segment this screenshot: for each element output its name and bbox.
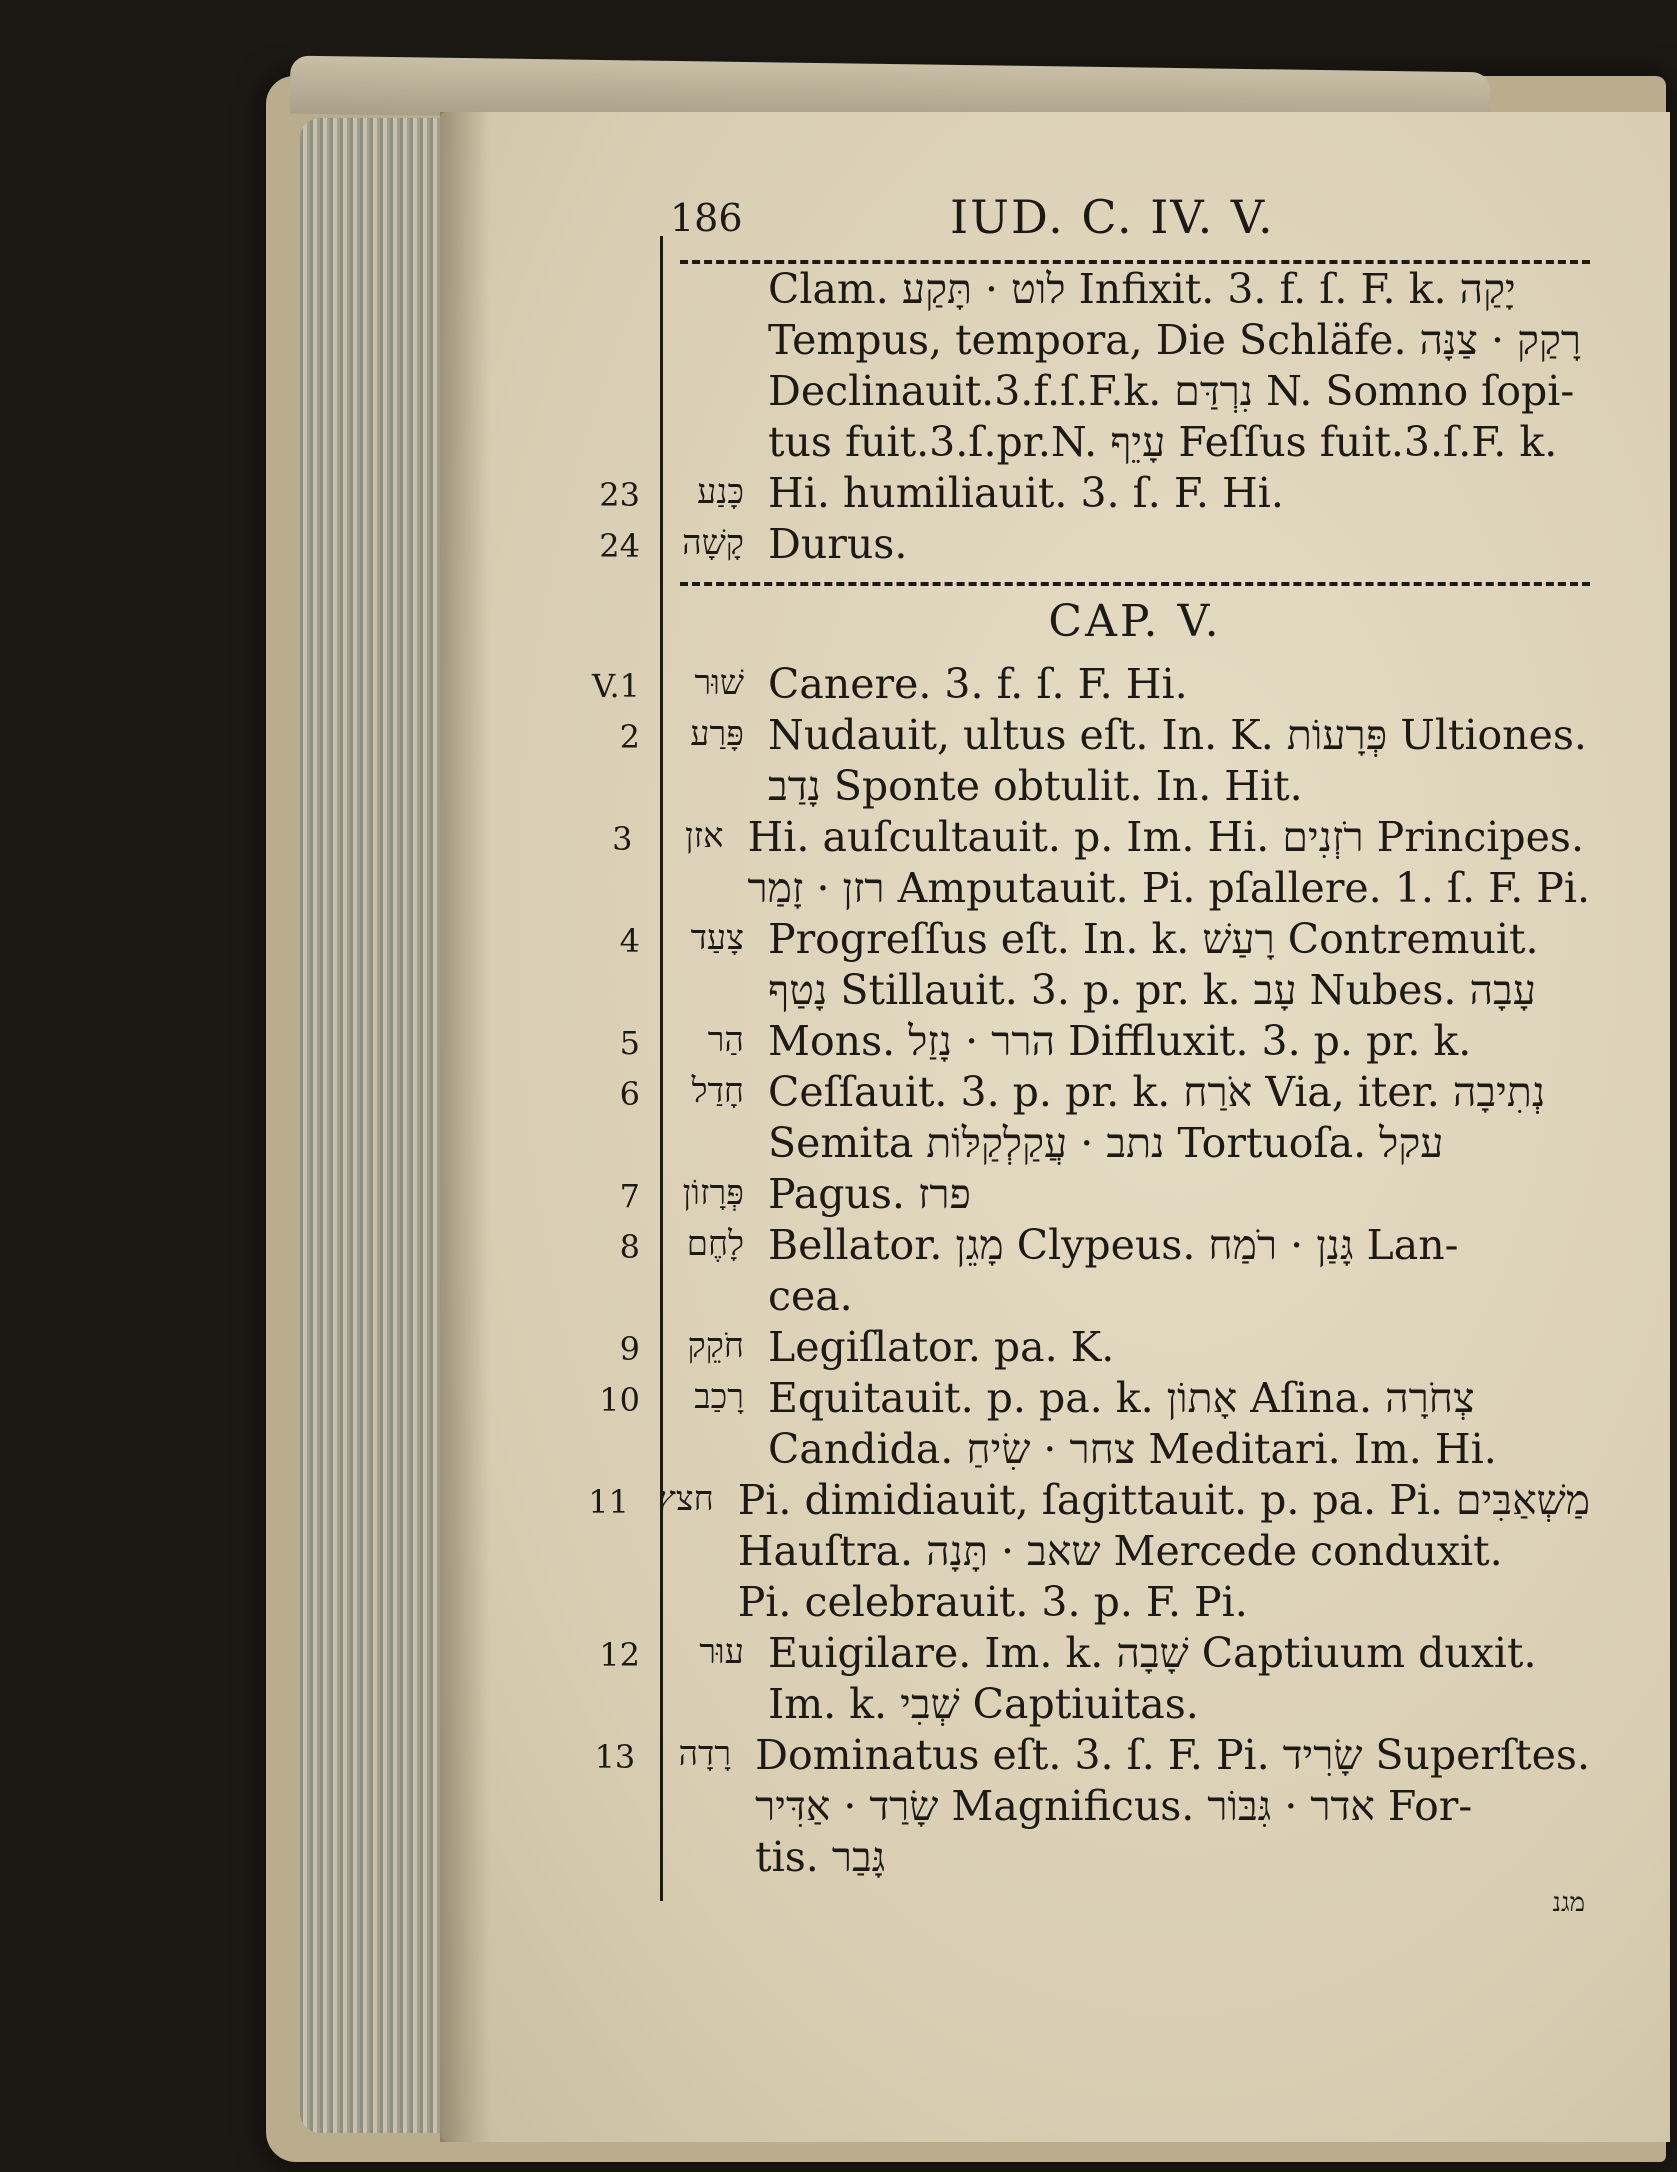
gloss-line: Pagus. פרז — [768, 1170, 972, 1218]
hebrew-root: רָדָה — [678, 1734, 732, 1774]
gloss-line: נָטַף Stillauit. 3. p. pr. k. עָב Nubes. עָבָה — [768, 966, 1537, 1014]
entry-row — [580, 1475, 1590, 1628]
gloss — [720, 1475, 1590, 1628]
hebrew-root: הַר — [707, 1020, 744, 1060]
gloss-line: Durus. — [768, 520, 908, 568]
gloss-line: Semita נתב · עֲקַלְקַלּוֹת Tortuoſa. עקל — [768, 1119, 1444, 1167]
hebrew-root: חצץ — [658, 1479, 714, 1519]
continuation-entry — [580, 264, 1590, 468]
gloss-line: Candida. צחר · שִׂיחַ Meditari. Im. Hi. — [768, 1425, 1497, 1473]
entry-row — [580, 519, 1590, 570]
gloss-line: Euigilare. Im. k. שָׁבָה Captiuum duxit. — [768, 1629, 1537, 1677]
verse-number: 8 — [619, 1228, 640, 1266]
entry-row — [580, 468, 1590, 519]
gloss — [730, 812, 1590, 914]
verse-number: 24 — [599, 527, 640, 565]
hebrew-root: חֹקֵק — [687, 1326, 744, 1366]
verse-number: V.1 — [591, 667, 640, 705]
gloss-line: רזן · זָמַר Amputauit. Pi. pſallere. 1. ſ. F. Pi. — [747, 864, 1590, 912]
gloss-line: Dominatus eſt. 3. ſ. F. Pi. שָׂרִיד Superſtes. — [755, 1731, 1590, 1779]
gloss-line: Nudauit, ultus eſt. In. K. פְּרָעוֹת Ultiones. — [768, 711, 1587, 759]
verse-number: 13 — [594, 1738, 636, 1776]
chapter-heading: CAP. V. — [1048, 596, 1222, 647]
gloss-line: Pi. celebrauit. 3. p. F. Pi. — [737, 1578, 1248, 1626]
gloss-line: Mons. הרר · נָזַל Diffluxit. 3. p. pr. k. — [768, 1017, 1472, 1065]
entry-row — [580, 1220, 1590, 1322]
gloss-line: tis. גָּבַר — [755, 1833, 886, 1881]
hebrew-root: עוּר — [699, 1632, 744, 1672]
hebrew-root: פָּרַע — [690, 714, 744, 754]
running-head — [580, 190, 1590, 260]
hebrew-root — [640, 264, 750, 268]
gloss-line: Hauſtra. שאב · תָּנָה Mercede conduxit. — [737, 1527, 1503, 1575]
entry-row — [580, 710, 1590, 812]
chapter-v-entries — [580, 659, 1590, 1883]
entry-row — [580, 1730, 1590, 1883]
gloss — [750, 710, 1590, 812]
entry-row — [580, 1169, 1590, 1220]
gloss — [750, 659, 1590, 710]
gloss-line: Clam. לוט · תָּקַע Infixit. 3. f. ſ. F. k. יָקַה — [768, 265, 1516, 313]
gloss-line: Im. k. שְׁבִי Captiuitas. — [768, 1680, 1199, 1728]
gloss-line: Progreſſus eſt. In. k. רָעַשׁ Contremuit. — [768, 915, 1539, 963]
gloss — [750, 1322, 1590, 1373]
gloss-line: Pi. dimidiauit, ſagittauit. p. pa. Pi. מַשְׁאַבִּים — [737, 1476, 1590, 1524]
page-text — [580, 190, 1590, 1883]
gloss — [750, 1016, 1590, 1067]
gloss — [750, 1373, 1590, 1475]
hebrew-root: חָדַל — [691, 1071, 744, 1111]
gloss — [750, 1628, 1590, 1730]
gloss-line: Hi. auſcultauit. p. Im. Hi. רֹזְנִים Principes. — [747, 813, 1585, 861]
verse-number: 6 — [619, 1075, 640, 1113]
gloss-line: cea. — [768, 1272, 853, 1320]
gloss-line: Legiſlator. pa. K. — [768, 1323, 1115, 1371]
hebrew-root: אזן — [684, 816, 724, 856]
hebrew-root: שׁוּר — [694, 663, 744, 703]
verse-number: 11 — [588, 1483, 629, 1521]
verse-number: 5 — [619, 1024, 640, 1062]
entry-row — [580, 812, 1590, 914]
gloss — [750, 914, 1590, 1016]
verse-number: 7 — [619, 1177, 640, 1215]
gloss — [750, 1067, 1590, 1169]
gloss-line: שָׂרַד · אַדִּיר Magnificus. אדר · גִּבּוֹר For- — [755, 1782, 1473, 1830]
gloss-line: Bellator. מָגֵן Clypeus. גָּנַן · רֹמַח Lan- — [768, 1221, 1459, 1269]
verse-number — [580, 264, 640, 272]
gloss-line: Tempus, tempora, Die Schläfe. רָקַק · צַנָּה — [768, 316, 1582, 364]
entry-row — [580, 1016, 1590, 1067]
page-number: 186 — [670, 196, 743, 240]
hebrew-root: קָשָׁה — [682, 523, 744, 563]
chapter-rule — [680, 582, 1590, 586]
page-gutter-shadow — [440, 112, 490, 2142]
hebrew-root: כָּנַע — [697, 472, 744, 512]
header-title: IUD. C. IV. V. — [950, 190, 1275, 244]
verse-number: 2 — [619, 718, 640, 756]
hebrew-root: פְּרָזוֹן — [682, 1173, 744, 1213]
gloss-line: tus fuit.3.ſ.pr.N. עָיֵף Feſſus fuit.3.ſ.F. k. — [768, 418, 1558, 466]
gloss — [750, 264, 1590, 468]
gloss — [750, 1169, 1590, 1220]
entry-row — [580, 1067, 1590, 1169]
verse-number: 10 — [599, 1381, 640, 1419]
gloss — [750, 1220, 1590, 1322]
verse-number: 3 — [612, 820, 633, 858]
catchword: מגנ — [1552, 1888, 1585, 1918]
gloss — [750, 468, 1590, 519]
gloss — [750, 519, 1590, 570]
gloss-line: Equitauit. p. pa. k. אָתוֹן Aſina. צְחֹרָה — [768, 1374, 1475, 1422]
hebrew-root: רָכַב — [694, 1377, 744, 1417]
verse-number: 9 — [619, 1330, 640, 1368]
entry-row — [580, 659, 1590, 710]
gloss-line: Canere. 3. f. ſ. F. Hi. — [768, 660, 1188, 708]
verse-number: 23 — [599, 476, 640, 514]
gloss-line: Hi. humiliauit. 3. ſ. F. Hi. — [768, 469, 1284, 517]
verse-number: 12 — [599, 1636, 640, 1674]
entry-row — [580, 1322, 1590, 1373]
gloss — [737, 1730, 1590, 1883]
hebrew-root: לָחֶם — [686, 1224, 744, 1264]
gloss-line: נָדַב Sponte obtulit. In. Hit. — [768, 762, 1303, 810]
chapter-iv-entries — [580, 468, 1590, 570]
entry-row — [580, 1628, 1590, 1730]
gloss-line: Ceſſauit. 3. p. pr. k. אֹרַח Via, iter. נְתִיבָה — [768, 1068, 1546, 1116]
verse-number: 4 — [619, 922, 640, 960]
gloss-line: Declinauit.3.f.ſ.F.k. נִרְדַּם N. Somno ſopi- — [768, 367, 1575, 415]
entry-row — [580, 1373, 1590, 1475]
hebrew-root: צָעַד — [690, 918, 744, 958]
entry-row — [580, 914, 1590, 1016]
